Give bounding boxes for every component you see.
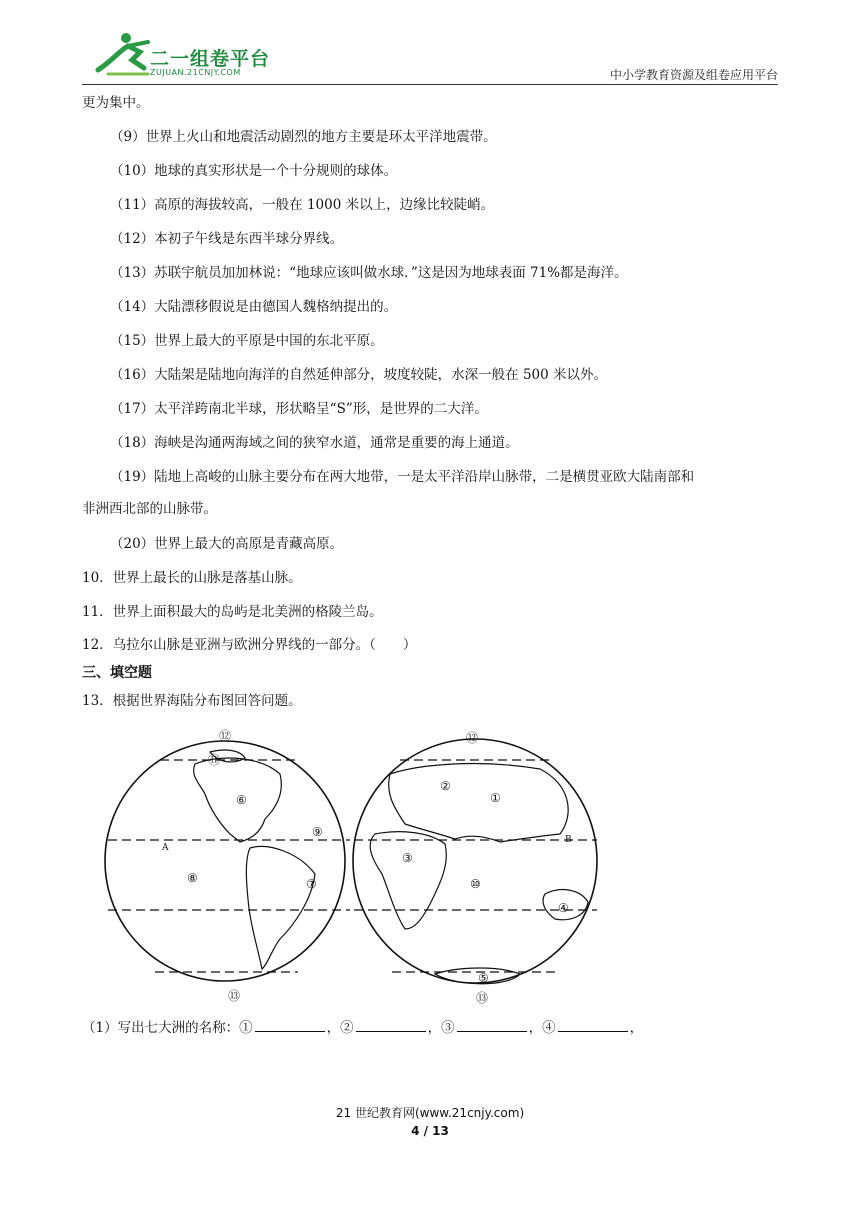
footer-site: 21 世纪教育网(www.21cnjy.com) bbox=[335, 1106, 525, 1120]
map-label-east-2: ② bbox=[440, 779, 451, 793]
statement-20: （20）世界上最大的高原是青藏高原。 bbox=[110, 536, 344, 552]
statement-14: （14）大陆漂移假说是由德国人魏格纳提出的。 bbox=[110, 299, 398, 315]
map-label-b: B bbox=[565, 835, 572, 845]
map-label-east-5: ⑤ bbox=[478, 971, 489, 985]
statement-12: （12）本初子午线是东西半球分界线。 bbox=[110, 231, 344, 247]
question-11: 11．世界上面积最大的岛屿是北美洲的格陵兰岛。 bbox=[82, 604, 383, 620]
map-label-west-9: ⑨ bbox=[312, 825, 323, 839]
question-13: 13．根据世界海陆分布图回答问题。 bbox=[82, 693, 302, 709]
blank-label-4: ④ bbox=[542, 1020, 556, 1036]
western-hemisphere bbox=[105, 741, 345, 981]
separator: ， bbox=[427, 1020, 442, 1036]
statement-17: （17）太平洋跨南北半球，形状略呈“S”形，是世界的二大洋。 bbox=[110, 401, 488, 417]
answer-blank-3[interactable] bbox=[457, 1019, 527, 1032]
header-divider bbox=[82, 84, 778, 85]
map-label-west-8: ⑧ bbox=[187, 871, 198, 885]
answer-blank-4[interactable] bbox=[558, 1019, 628, 1032]
map-label-west-12: ⑫ bbox=[219, 729, 232, 743]
answer-blank-2[interactable] bbox=[356, 1019, 426, 1032]
page-number: 4 / 13 bbox=[411, 1124, 449, 1138]
map-label-east-10: ⑩ bbox=[470, 877, 481, 891]
statement-10: （10）地球的真实形状是一个十分规则的球体。 bbox=[110, 163, 398, 179]
separator: ， bbox=[528, 1020, 543, 1036]
statement-16: （16）大陆架是陆地向海洋的自然延伸部分，坡度较陡，水深一般在 500 米以外。 bbox=[110, 367, 608, 383]
map-label-east-1: ① bbox=[490, 791, 501, 805]
header-platform-text: 中小学教育资源及组卷应用平台 bbox=[609, 68, 778, 82]
statement-11: （11）高原的海拔较高，一般在 1000 米以上，边缘比较陡峭。 bbox=[110, 197, 495, 213]
statement-18: （18）海峡是沟通两海域之间的狭窄水道，通常是重要的海上通道。 bbox=[110, 435, 519, 451]
blank-label-3: ③ bbox=[441, 1020, 455, 1036]
blank-label-1: ① bbox=[239, 1020, 253, 1036]
map-label-west-11: ⑪ bbox=[208, 753, 221, 767]
logo-text: 二一组卷平台 bbox=[150, 48, 271, 70]
question-10: 10．世界上最长的山脉是落基山脉。 bbox=[82, 570, 302, 586]
map-label-east-3: ③ bbox=[402, 851, 413, 865]
statement-13: （13）苏联宇航员加加林说：“地球应该叫做水球．”这是因为地球表面 71%都是海洋。 bbox=[110, 265, 628, 281]
statement-19-cont: 非洲西北部的山脉带。 bbox=[82, 501, 217, 517]
map-label-west-7: ⑦ bbox=[306, 877, 317, 891]
statement-9: （9）世界上火山和地震活动剧烈的地方主要是环太平洋地震带。 bbox=[110, 129, 497, 145]
separator: ， bbox=[326, 1020, 341, 1036]
question-12: 12．乌拉尔山脉是亚洲与欧洲分界线的一部分。（ ） bbox=[82, 637, 417, 653]
map-label-east-12: ⑫ bbox=[466, 731, 479, 745]
blank-label-2: ② bbox=[340, 1020, 354, 1036]
statement-15: （15）世界上最大的平原是中国的东北平原。 bbox=[110, 333, 384, 349]
statement-19: （19）陆地上高峻的山脉主要分布在两大地带，一是太平洋沿岸山脉带，二是横贯亚欧大陆南部和 bbox=[110, 469, 695, 485]
section-title: 三、填空题 bbox=[82, 665, 152, 681]
map-label-west-13: ⑬ bbox=[228, 989, 241, 1003]
map-label-west-6: ⑥ bbox=[236, 793, 247, 807]
separator: ， bbox=[629, 1020, 644, 1036]
sub-question-prefix: （1）写出七大洲的名称： bbox=[82, 1020, 240, 1036]
text-line: 更为集中。 bbox=[82, 95, 150, 111]
world-map-figure bbox=[100, 724, 610, 1008]
sub-question-1 bbox=[82, 1019, 643, 1037]
answer-blank-1[interactable] bbox=[255, 1019, 325, 1032]
map-label-east-4: ④ bbox=[558, 901, 569, 915]
logo-subtext: ZUJUAN.21CNJY.COM bbox=[150, 68, 241, 77]
map-label-group bbox=[161, 729, 572, 1005]
map-label-a: A bbox=[162, 843, 169, 853]
map-label-east-13: ⑬ bbox=[476, 991, 489, 1005]
